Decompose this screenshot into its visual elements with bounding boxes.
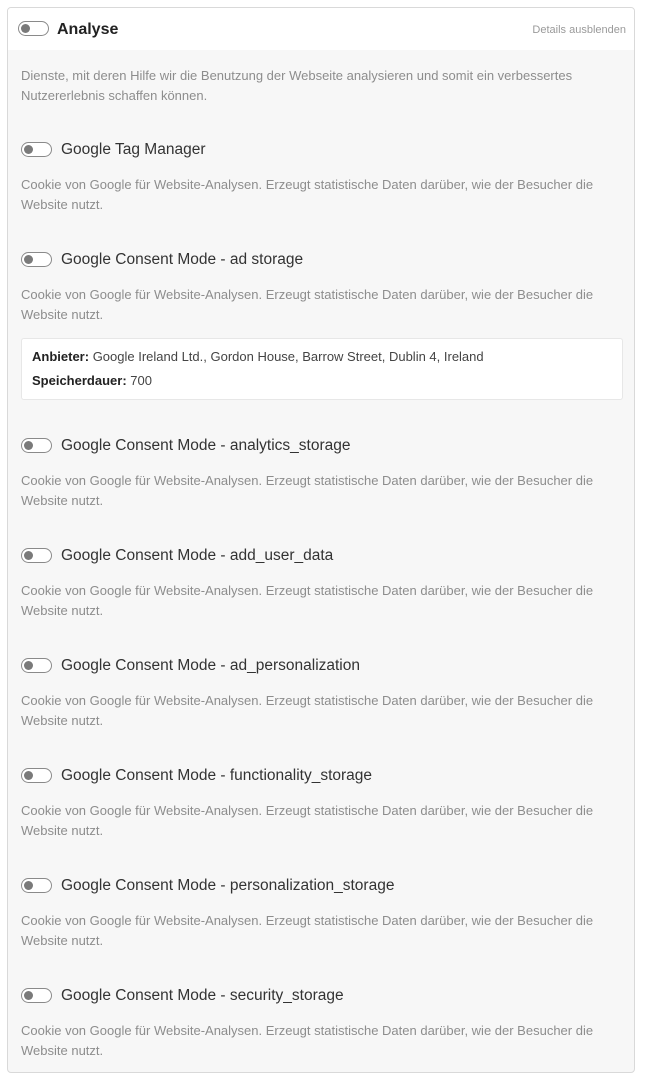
service-name: Google Consent Mode - ad_personalization [61, 657, 360, 674]
service-name: Google Consent Mode - security_storage [61, 987, 344, 1004]
service-description: Cookie von Google für Website-Analysen. Erzeugt statistische Daten darüber, wie der Besucher die Website nutzt. [21, 693, 594, 728]
hide-details-link[interactable]: Details ausblenden [532, 24, 626, 36]
toggle-knob-icon [24, 551, 33, 560]
toggle-knob-icon [21, 24, 30, 33]
toggle-knob-icon [24, 771, 33, 780]
provider-label: Anbieter: [32, 349, 90, 364]
retention-label: Speicherdauer: [32, 373, 127, 388]
service-description: Cookie von Google für Website-Analysen. Erzeugt statistische Daten darüber, wie der Besucher die Website nutzt. [21, 803, 594, 838]
service-toggle[interactable] [21, 548, 52, 563]
service-name: Google Tag Manager [61, 141, 206, 158]
toggle-knob-icon [24, 991, 33, 1000]
service-name: Google Consent Mode - ad storage [61, 251, 304, 268]
cookie-category-panel [7, 7, 635, 1073]
service-description: Cookie von Google für Website-Analysen. Erzeugt statistische Daten darüber, wie der Besucher die Website nutzt. [21, 177, 594, 212]
service-name: Google Consent Mode - personalization_storage [61, 877, 395, 894]
category-header [8, 8, 634, 50]
retention-value: 700 [130, 373, 152, 388]
toggle-knob-icon [24, 441, 33, 450]
service-toggle[interactable] [21, 438, 52, 453]
service-toggle[interactable] [21, 768, 52, 783]
service-description: Cookie von Google für Website-Analysen. Erzeugt statistische Daten darüber, wie der Besucher die Website nutzt. [21, 287, 594, 322]
toggle-knob-icon [24, 255, 33, 264]
provider-row [32, 348, 484, 366]
category-description: Dienste, mit deren Hilfe wir die Benutzung der Webseite analysieren und somit ein verbessertes Nutzererlebnis schaffen können. [21, 68, 573, 103]
service-toggle[interactable] [21, 658, 52, 673]
category-toggle[interactable] [18, 21, 49, 36]
service-name: Google Consent Mode - functionality_storage [61, 767, 373, 784]
service-description: Cookie von Google für Website-Analysen. Erzeugt statistische Daten darüber, wie der Besucher die Website nutzt. [21, 583, 594, 618]
provider-value: Google Ireland Ltd., Gordon House, Barrow Street, Dublin 4, Ireland [92, 349, 484, 364]
service-description: Cookie von Google für Website-Analysen. Erzeugt statistische Daten darüber, wie der Besucher die Website nutzt. [21, 913, 594, 948]
service-toggle[interactable] [21, 878, 52, 893]
toggle-knob-icon [24, 881, 33, 890]
category-title: Analyse [57, 21, 119, 38]
service-name: Google Consent Mode - analytics_storage [61, 437, 351, 454]
service-toggle[interactable] [21, 142, 52, 157]
service-details-box [21, 338, 623, 400]
toggle-knob-icon [24, 145, 33, 154]
service-description: Cookie von Google für Website-Analysen. Erzeugt statistische Daten darüber, wie der Besucher die Website nutzt. [21, 473, 594, 508]
retention-row [32, 372, 152, 390]
toggle-knob-icon [24, 661, 33, 670]
service-description: Cookie von Google für Website-Analysen. Erzeugt statistische Daten darüber, wie der Besucher die Website nutzt. [21, 1023, 594, 1058]
service-toggle[interactable] [21, 252, 52, 267]
service-name: Google Consent Mode - add_user_data [61, 547, 334, 564]
service-toggle[interactable] [21, 988, 52, 1003]
